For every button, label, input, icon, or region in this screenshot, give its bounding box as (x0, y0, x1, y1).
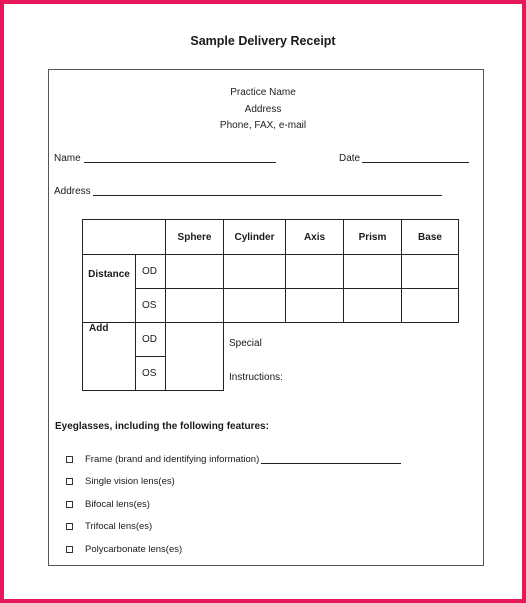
feature-polycarbonate (66, 544, 182, 555)
table-corner-cell (83, 220, 166, 255)
header-cylinder: Cylinder (224, 220, 286, 255)
distance-os-label: OS (136, 289, 166, 323)
name-label: Name (54, 153, 81, 164)
distance-od-sphere[interactable] (166, 255, 224, 289)
add-od-label: OD (136, 323, 166, 357)
distance-os-prism[interactable] (344, 289, 402, 323)
feature-label: Bifocal lens(es) (85, 499, 150, 510)
distance-od-prism[interactable] (344, 255, 402, 289)
date-field[interactable] (362, 162, 469, 163)
bifocal-checkbox[interactable] (66, 501, 73, 508)
feature-single-vision (66, 476, 175, 487)
special-label: Special (229, 338, 262, 349)
feature-bifocal (66, 499, 150, 510)
distance-od-label: OD (136, 255, 166, 289)
page-title: Sample Delivery Receipt (190, 34, 336, 48)
feature-label: Polycarbonate lens(es) (85, 544, 183, 555)
distance-od-base[interactable] (402, 255, 459, 289)
header-axis: Axis (286, 220, 344, 255)
practice-address: Address (244, 104, 282, 115)
features-title: Eyeglasses, including the following features: (55, 421, 269, 432)
frame-info-field[interactable] (261, 455, 401, 464)
add-value-cell[interactable] (166, 323, 224, 391)
feature-frame (66, 454, 401, 465)
add-os-label: OS (136, 357, 166, 391)
frame-checkbox[interactable] (66, 456, 73, 463)
distance-os-sphere[interactable] (166, 289, 224, 323)
single-vision-checkbox[interactable] (66, 478, 73, 485)
address-field[interactable] (93, 195, 442, 196)
instructions-label: Instructions: (229, 372, 283, 383)
distance-od-cylinder[interactable] (224, 255, 286, 289)
distance-os-cylinder[interactable] (224, 289, 286, 323)
practice-contact: Phone, FAX, e-mail (219, 120, 307, 131)
trifocal-checkbox[interactable] (66, 523, 73, 530)
feature-trifocal (66, 521, 152, 532)
header-base: Base (402, 220, 459, 255)
polycarbonate-checkbox[interactable] (66, 546, 73, 553)
feature-label: Trifocal lens(es) (85, 521, 153, 532)
distance-label: Distance (83, 255, 136, 323)
date-label: Date (339, 153, 361, 164)
header-prism: Prism (344, 220, 402, 255)
name-field[interactable] (84, 162, 276, 163)
practice-name: Practice Name (230, 87, 296, 98)
prescription-table (82, 219, 459, 391)
distance-od-axis[interactable] (286, 255, 344, 289)
feature-label: Single vision lens(es) (85, 476, 175, 487)
distance-os-axis[interactable] (286, 289, 344, 323)
feature-label: Frame (brand and identifying information) (85, 454, 260, 465)
distance-os-base[interactable] (402, 289, 459, 323)
add-label: Add (83, 323, 136, 391)
header-sphere: Sphere (166, 220, 224, 255)
address-label: Address (54, 186, 91, 197)
